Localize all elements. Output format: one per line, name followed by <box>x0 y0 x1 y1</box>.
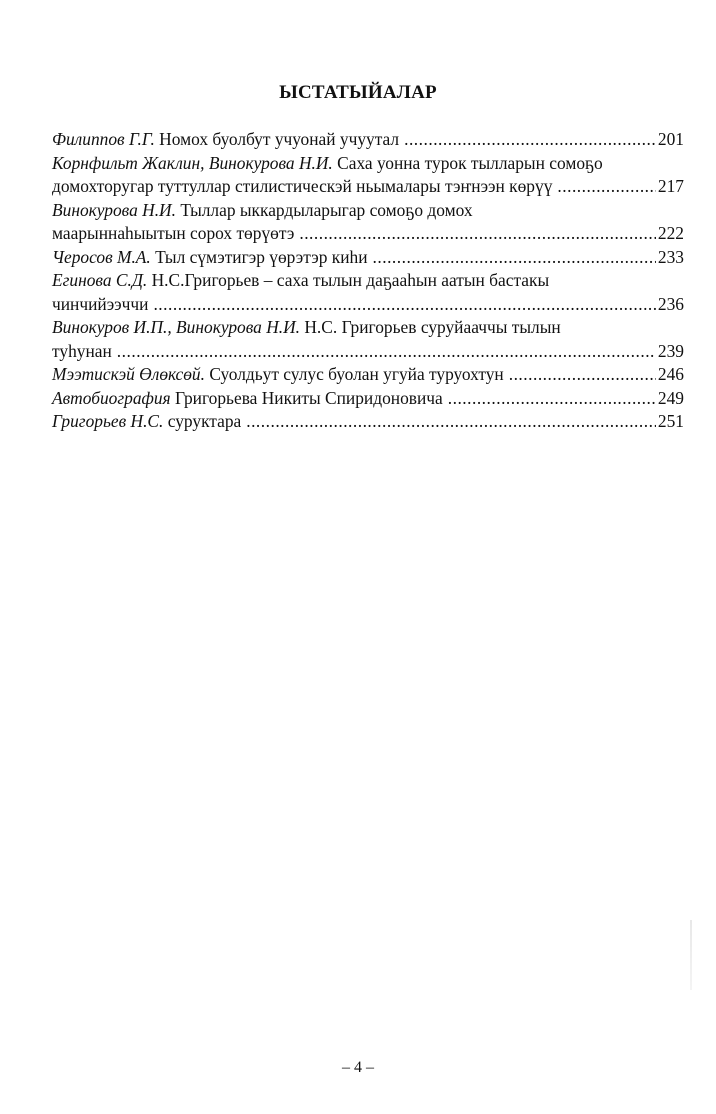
toc-entry <box>52 152 684 199</box>
entry-author: Винокурова Н.И. <box>52 199 176 220</box>
dot-leader <box>509 363 656 387</box>
entry-title-continued: домохторугар туттуллар стилистическэй ньымалары тэҥнээн көрүү <box>52 176 553 196</box>
entry-author: Автобиография <box>52 387 171 408</box>
entry-title: Саха уонна турок тылларын сомоҕо <box>337 152 603 173</box>
entry-title: Тыл сүмэтигэр үөрэтэр киһи <box>155 246 368 267</box>
entry-page-number: 246 <box>657 364 684 384</box>
entry-author: Григорьев Н.С. <box>52 411 164 431</box>
entry-title-continued: туһунан <box>52 340 112 361</box>
toc-entry <box>52 128 684 152</box>
entry-page-number: 236 <box>657 293 684 314</box>
table-of-contents <box>52 128 684 434</box>
entry-page-number: 222 <box>657 223 684 243</box>
toc-entry <box>52 363 684 387</box>
dot-leader <box>557 175 656 199</box>
toc-entry <box>52 269 684 316</box>
section-title: ЫСТАТЫЙАЛАР <box>279 82 437 103</box>
entry-page-number: 239 <box>657 340 684 361</box>
entry-author: Мээтискэй Өлөксөй. <box>52 364 205 384</box>
entry-title: Григорьева Никиты Спиридоновича <box>175 387 443 408</box>
entry-page-number: 233 <box>657 246 684 267</box>
entry-author: Филиппов Г.Г. <box>52 129 155 149</box>
toc-entry <box>52 246 684 270</box>
toc-entry <box>52 387 684 411</box>
dot-leader <box>153 293 655 317</box>
entry-title: Суолдьут сулус буолан угуйа туруохтун <box>209 364 504 384</box>
entry-author: Черосов М.А. <box>52 246 151 267</box>
entry-title-continued: маарыннаһыытын сорох төрүөтэ <box>52 223 295 243</box>
entry-page-number: 249 <box>657 387 684 408</box>
dot-leader <box>299 222 656 246</box>
entry-page-number: 201 <box>657 129 684 149</box>
toc-entry <box>52 316 684 363</box>
entry-title: Н.С. Григорьев суруйааччы тылын <box>304 317 561 337</box>
entry-page-number: 217 <box>657 176 684 196</box>
scan-artifact <box>690 920 692 990</box>
toc-entry <box>52 410 684 434</box>
entry-title: Тыллар ыккардыларыгар сомоҕо домох <box>180 199 473 220</box>
dot-leader <box>373 246 656 270</box>
entry-title: Н.С.Григорьев – саха тылын даҕааһын аатын бастакы <box>151 270 550 290</box>
dot-leader <box>117 340 656 364</box>
toc-entry <box>52 199 684 246</box>
entry-title-continued: чинчийээччи <box>52 293 149 314</box>
entry-author: Корнфильт Жаклин, Винокурова Н.И. <box>52 152 333 173</box>
dot-leader <box>246 410 656 434</box>
page-number-footer: – 4 – <box>342 1059 374 1076</box>
entry-page-number: 251 <box>657 411 684 431</box>
entry-title: Номох буолбут учуонай учуутал <box>159 129 400 149</box>
dot-leader <box>404 128 656 152</box>
entry-author: Егинова С.Д. <box>52 270 148 290</box>
dot-leader <box>448 387 656 411</box>
entry-author: Винокуров И.П., Винокурова Н.И. <box>52 317 301 337</box>
entry-title: суруктара <box>167 411 242 431</box>
